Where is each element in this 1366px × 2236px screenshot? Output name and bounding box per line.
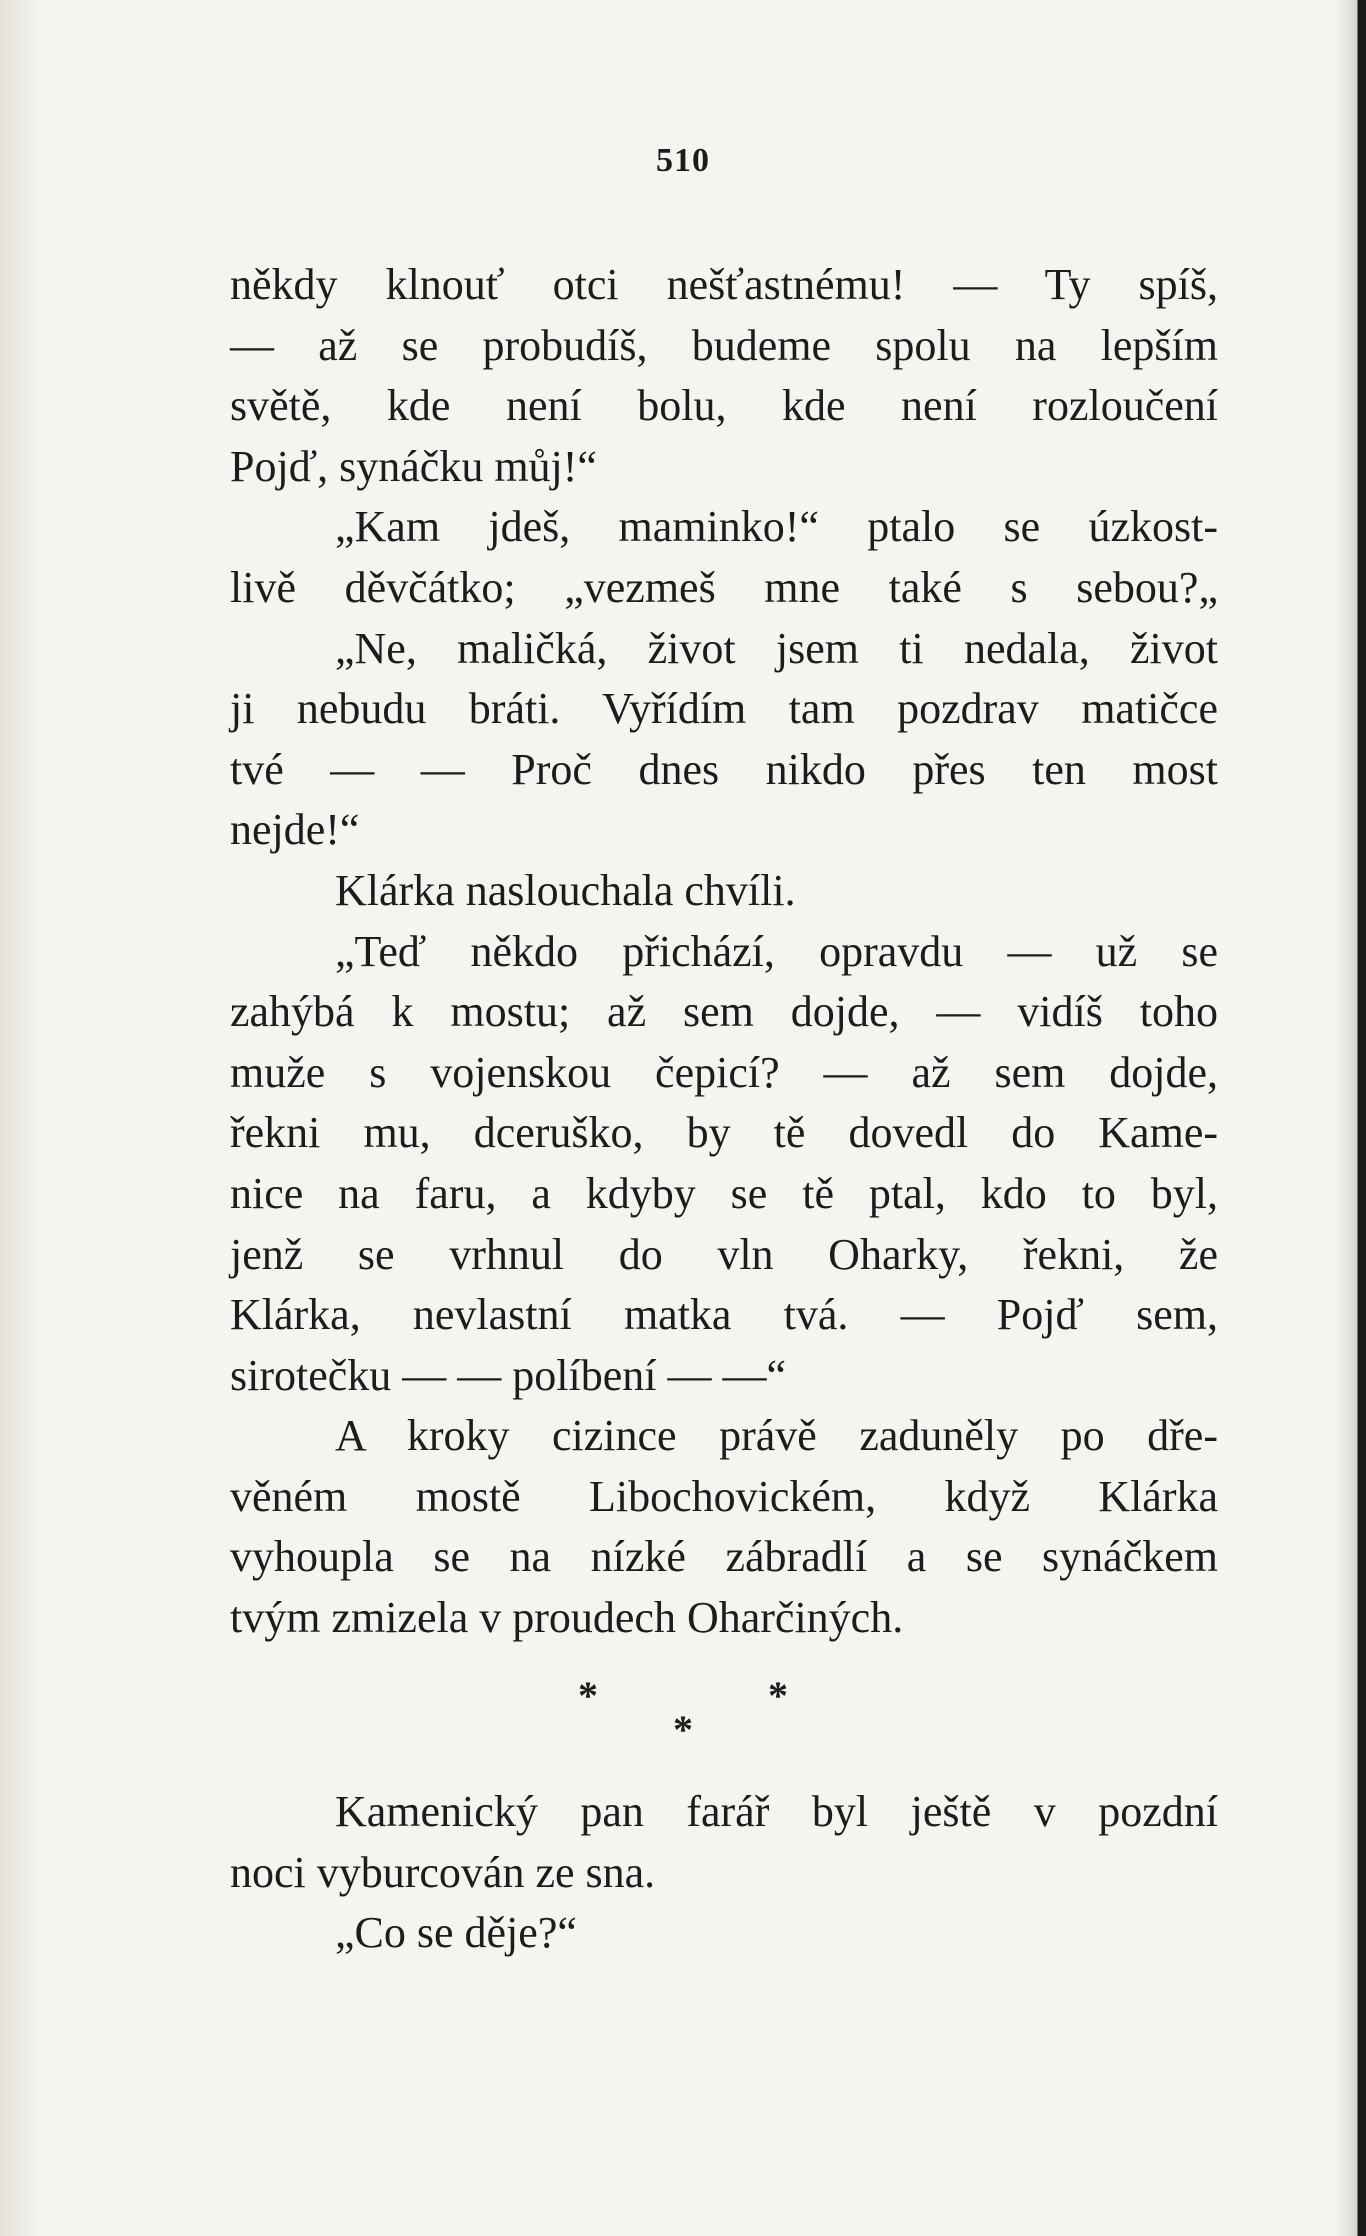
text-line: „Teď někdo přichází, opravdu — už se — [335, 926, 1218, 976]
text-line: tvým zmizela v proudech Oharčiných. — [230, 1593, 904, 1643]
text-line: Kamenický pan farář byl ještě v pozdní — [335, 1787, 1218, 1836]
text-line: sirotečku — — políbení — —“ — [230, 1350, 787, 1400]
text-line: nejde!“ — [230, 805, 360, 855]
asterism-top: * * — [578, 1673, 868, 1718]
text-line: věném mostě Libochovickém, když Klárka — [230, 1471, 1218, 1521]
body-text — [230, 255, 1218, 1649]
asterism-bottom: * — [673, 1707, 693, 1752]
text-line: Klárka naslouchala chvíli. — [335, 865, 796, 915]
text-line: A kroky cizince právě zaduněly po dře- — [335, 1411, 1218, 1461]
page-edge-left — [0, 0, 40, 2236]
body-text-continued — [230, 1782, 1218, 1964]
text-line: někdy klnouť otci nešťastnému! — Ty spíš, — [230, 260, 1218, 309]
text-line: jenž se vrhnul do vln Oharky, řekni, že — [230, 1229, 1218, 1279]
text-line: „Co se děje?“ — [335, 1908, 577, 1958]
page-number: 510 — [656, 142, 710, 179]
text-line: Klárka, nevlastní matka tvá. — Pojď sem, — [230, 1290, 1218, 1340]
text-line: světě, kde není bolu, kde není rozloučení — [230, 381, 1218, 431]
text-line: „Ne, maličká, život jsem ti nedala, život — [335, 623, 1218, 673]
text-line: zahýbá k mostu; až sem dojde, — vidíš toho — [230, 987, 1218, 1037]
text-line: — až se probudíš, budeme spolu na lepším — [230, 320, 1218, 370]
text-line: ji nebudu bráti. Vyřídím tam pozdrav matičce — [230, 684, 1218, 734]
text-line: livě děvčátko; „vezmeš mne také s sebou?„ — [230, 562, 1218, 612]
text-line: Pojď, synáčku můj!“ — [230, 441, 597, 491]
text-line: „Kam jdeš, maminko!“ ptalo se úzkost- — [335, 502, 1218, 552]
text-line: tvé — — Proč dnes nikdo přes ten most — [230, 744, 1218, 794]
page-edge-right — [1336, 0, 1366, 2236]
text-line: muže s vojenskou čepicí? — až sem dojde, — [230, 1047, 1218, 1097]
text-line: řekni mu, dceruško, by tě dovedl do Kame- — [230, 1108, 1218, 1158]
text-line: nice na faru, a kdyby se tě ptal, kdo to byl, — [230, 1168, 1218, 1218]
text-line: noci vyburcován ze sna. — [230, 1847, 656, 1897]
text-line: vyhoupla se na nízké zábradlí a se synáčkem — [230, 1532, 1218, 1582]
